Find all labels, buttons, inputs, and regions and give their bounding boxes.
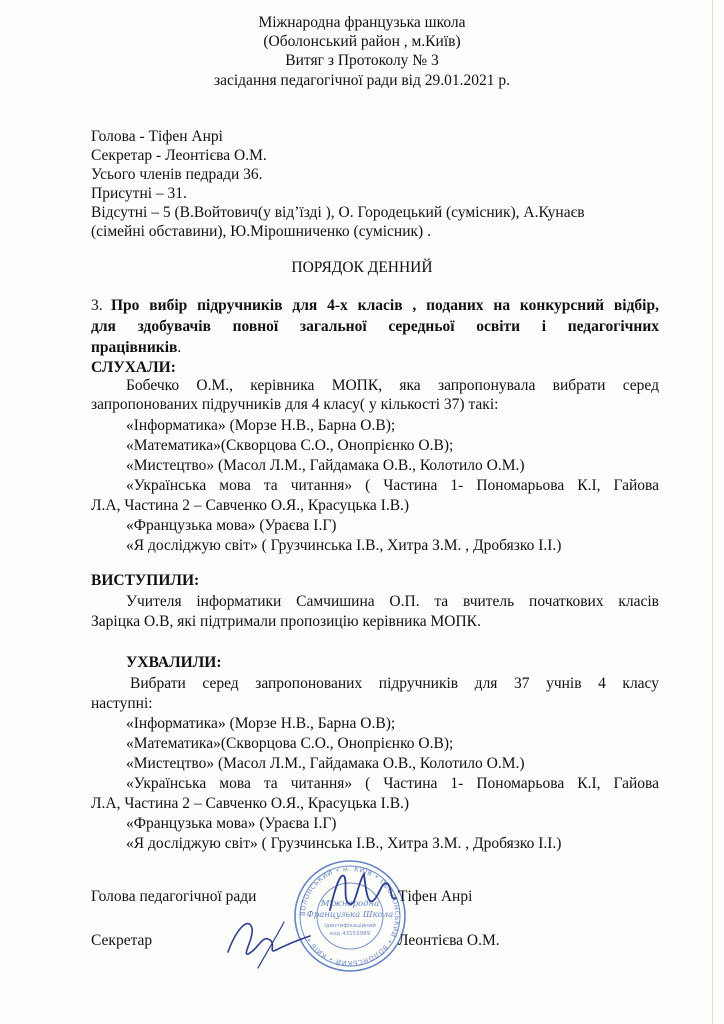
svg-text:Ідентифікаційний: Ідентифікаційний	[324, 923, 376, 929]
secretary-sign-name: Леонтієва О.М.	[398, 932, 500, 949]
heard-heading: СЛУХАЛИ:	[91, 359, 176, 376]
absent-line-2: (сімейні обставини), Ю.Мірошниченко (сумісник) .	[91, 223, 431, 240]
resolved-book-1: «Інформатика» (Морзе Н.В., Барна О.В);	[126, 715, 396, 732]
heard-book-4-cont: Л.А, Частина 2 – Савченко О.Я., Красуцька І.В.)	[91, 497, 410, 514]
svg-text:Французька Школа: Французька Школа	[306, 910, 394, 920]
heard-book-3: «Мистецтво» (Масол Л.М., Гайдамака О.В., Колотило О.М.)	[126, 457, 525, 474]
chair-line: Голова - Тіфен Анрі	[91, 128, 223, 145]
heard-book-6: «Я досліджую світ» ( Грузчинська І.В., Хитра З.М. , Дробязко І.І.)	[126, 537, 562, 554]
spoke-para-1: Учителя інформатики Самчишина О.П. та вчитель початкових класів	[126, 593, 659, 610]
present-line: Присутні – 31.	[91, 185, 187, 202]
svg-text:Міжнародна: Міжнародна	[320, 899, 380, 909]
svg-text:код 43153989: код 43153989	[329, 931, 371, 937]
heard-para-1: Бобечко О.М., керівника МОПК, яка запропонувала вибрати серед	[126, 377, 659, 394]
spoke-heading: ВИСТУПИЛИ:	[91, 572, 200, 589]
scan-edge	[712, 0, 713, 1024]
resolved-para-1: Вибрати серед запропонованих підручників для 37 учнів 4 класу	[130, 675, 659, 692]
agenda-item-line-2: для здобувачів повної загальної середньої освіти і педагогічних	[91, 318, 659, 335]
resolved-book-4: «Українська мова та читання» ( Частина 1- Пономарьова К.І, Гайова	[126, 775, 659, 792]
heard-book-2: «Математика»(Скворцова С.О., Онопрієнко О.В);	[126, 437, 454, 454]
agenda-item-number: 3.	[91, 297, 103, 314]
meeting-date: засідання педагогічної ради від 29.01.2021 р.	[213, 72, 510, 89]
secretary-line: Секретар - Леонтієва О.М.	[91, 147, 267, 164]
protocol-title: Витяг з Протоколу № 3	[285, 52, 439, 69]
resolved-book-6: «Я досліджую світ» ( Грузчинська І.В., Хитра З.М. , Дробязко І.І.)	[126, 835, 562, 852]
chair-signature	[322, 862, 402, 922]
agenda-item-line-1	[91, 297, 659, 315]
svg-text:ВОЛОНСЬКИЙ • м. КИЇВ • ОБОЛОНС: ВОЛОНСЬКИЙ • м. КИЇВ • ОБОЛОНСЬКИЙ • ВОЛОНСЬКИЙ • КИЇВ •	[298, 864, 402, 968]
secretary-sign-label: Секретар	[91, 932, 153, 949]
agenda-item-text-3: працівників	[91, 339, 178, 356]
chair-sign-name: Тіфен Анрі	[398, 888, 473, 905]
heard-book-4: «Українська мова та читання» ( Частина 1- Пономарьова К.І, Гайова	[126, 477, 659, 494]
resolved-heading: УХВАЛИЛИ:	[126, 654, 222, 671]
heard-para-2: запропонованих підручників для 4 класу( у кількості 37) такі:	[91, 396, 499, 413]
resolved-book-5: «Французька мова» (Ураєва І.Г)	[126, 815, 337, 832]
members-line: Усього членів педради 36.	[91, 166, 263, 183]
resolved-book-3: «Мистецтво» (Масол Л.М., Гайдамака О.В., Колотило О.М.)	[126, 755, 525, 772]
school-district: (Оболонський район , м.Київ)	[263, 33, 461, 50]
secretary-signature	[218, 910, 318, 970]
resolved-book-4-cont: Л.А, Частина 2 – Савченко О.Я., Красуцька І.В.)	[91, 795, 410, 812]
spoke-para-2: Заріцка О.В, які підтримали пропозицію керівника МОПК.	[91, 613, 481, 630]
heard-book-1: «Інформатика» (Морзе Н.В., Барна О.В);	[126, 417, 396, 434]
resolved-book-2: «Математика»(Скворцова С.О., Онопрієнко О.В);	[126, 735, 454, 752]
agenda-title: ПОРЯДОК ДЕННИЙ	[291, 259, 433, 276]
agenda-item-line-3: працівників.	[91, 339, 182, 356]
chair-sign-label: Голова педагогічної ради	[91, 888, 257, 905]
absent-line-1: Відсутні – 5 (В.Войтович(у від’їзді ), О. Городецький (сумісник), А.Кунаєв	[91, 204, 585, 221]
school-name: Міжнародна французька школа	[258, 14, 466, 31]
resolved-para-2: наступні:	[91, 695, 153, 712]
heard-book-5: «Французька мова» (Ураєва І.Г)	[126, 517, 337, 534]
agenda-item-text-1: Про вибір підручників для 4-х класів , поданих на конкурсний відбір,	[111, 297, 659, 314]
